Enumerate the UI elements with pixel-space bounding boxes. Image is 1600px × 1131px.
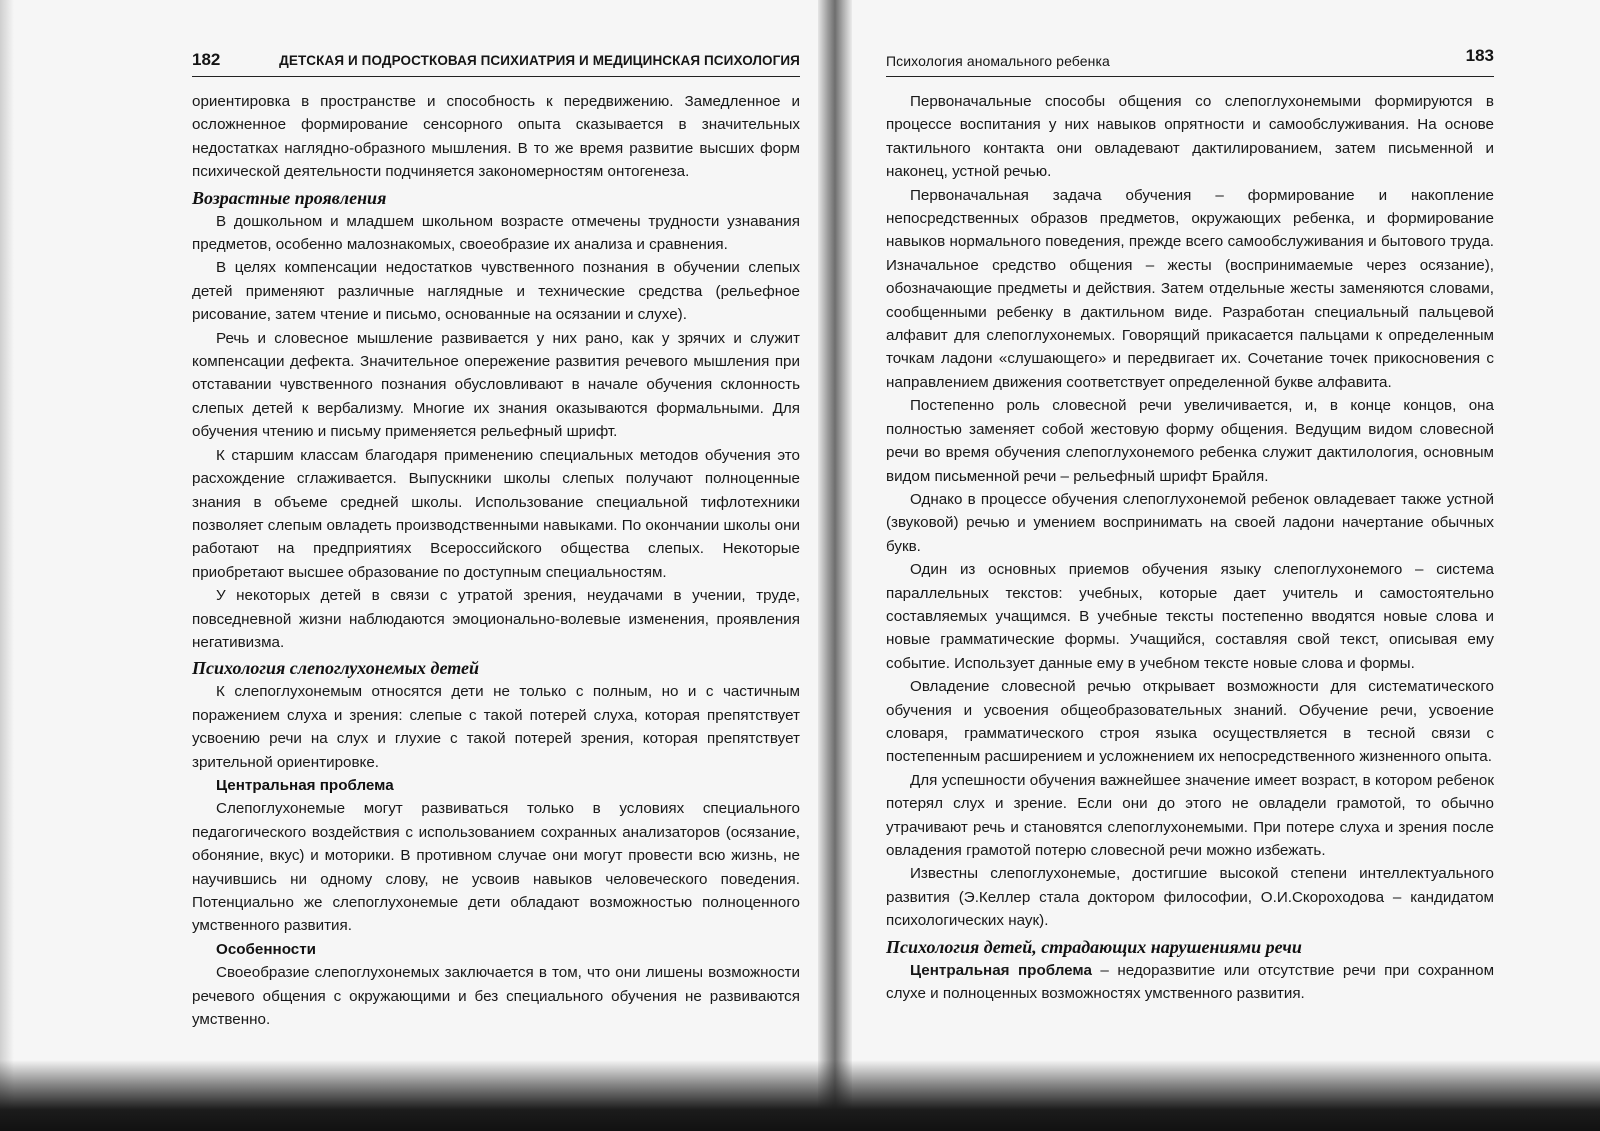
running-head-right [886,48,1494,77]
running-head-title-left: ДЕТСКАЯ И ПОДРОСТКОВАЯ ПСИХИАТРИЯ И МЕДИЦИНСКАЯ ПСИХОЛОГИЯ [279,53,800,68]
text-column-left [192,90,800,1031]
paragraph-rest: – недоразвитие или отсутствие речи при сохранном слухе и полноценных возможностях умственного развития. [886,961,1495,1003]
paragraph: В дошкольном и младшем школьном возрасте отмечены трудности узнавания предметов, особенно малознакомых, своеобразие их анализа и сравнения. [192,212,800,254]
paragraph: Для успешности обучения важнейшее значение имеет возраст, в котором ребенок потерял слух и зрение. Если они до этого не овладели грамотой, то обычно утрачивают речь и становятся слепоглухонемыми. При потере слуха и зрения после овладения грамотой потерю словесной речи можно избежать. [886,771,1494,859]
paragraph: Слепоглухонемые могут развиваться только в условиях специального педагогического воздействия с использованием сохранных анализаторов (осязание, обоняние, вкус) и моторики. В противном случае они могут провести всю жизнь, не научившись ни одному слову, не усвоив навыков человеческого поведения. Потенциально же слепоглухонемые дети обладают возможностью полноценного умственного развития. [192,800,800,935]
subsection-heading: Центральная проблема [216,776,394,794]
bottom-scan-shadow [0,1060,1600,1131]
paragraph [886,959,1494,1006]
section-heading: Психология слепоглухонемых детей [192,658,480,679]
paragraph: Один из основных приемов обучения языку слепоглухонемого – система параллельных текстов: учебных, которые дает учитель и самостоятельно составляемых учащимся. В учебные тексты постепенно вводятся новые слова и новые грамматические формы. Учащийся, составляя свой текст, описывая ему событие. Использует данные ему в учебном тексте новые слова и формы. [886,561,1494,672]
paragraph: Первоначальная задача обучения – формирование и накопление непосредственных образов предметов, окружающих ребенка, и формирование навыков нормального поведения, прежде всего самообслуживания и бытового труда. Изначальное средство общения – жесты (воспринимаемые через осязание), обозначающие предметы и действия. Затем отдельные жесты заменяются словами, сообщенными ребенку в дактильном виде. Разработан специальный пальцевой алфавит для слепоглухонемых. Говорящий прикасается пальцами к определенным точкам ладони «слушающего» и передвигает их. Сочетание точек прикосновения с направлением движения соответствует определенной букве алфавита. [886,186,1494,391]
paragraph: Речь и словесное мышление развивается у них рано, как у зрячих и служит компенсации дефекта. Значительное опережение развития речевого мышления при отставании чувственного познания обусловливают в начале обучения склонность слепых детей к вербализму. Многие их знания оказываются формальными. Для обучения чтению и письму применяется рельефный шрифт. [192,329,800,441]
page-number-left: 182 [192,50,221,69]
paragraph: ориентировка в пространстве и способность к передвижению. Замедленное и осложненное формирование сенсорного опыта сказывается в значительных недостатках наглядно-образного мышления. В то же время развитие высших форм психической деятельности подчиняется закономерностям онтогенеза. [192,93,800,181]
running-head-title-right: Психология аномального ребенка [886,53,1110,69]
lead-term: Центральная проблема [910,961,1092,979]
paragraph: У некоторых детей в связи с утратой зрения, неудачами в учении, труде, повседневной жизни наблюдаются эмоционально-волевые изменения, проявления негативизма. [192,587,800,651]
subsection-heading: Особенности [216,940,317,958]
paragraph: К слепоглухонемым относятся дети не только с полным, но и с частичным поражением слуха и зрения: слепые с такой потерей слуха, которая препятствует усвоению речи на слух и глухие с такой потерей зрения, которая препятствует зрительной ориентировке. [192,683,800,771]
page-edge-shadow [0,0,14,1131]
section-heading: Психология детей, страдающих нарушениями речи [886,936,1302,957]
page-number-right: 183 [1465,46,1494,65]
paragraph: Первоначальные способы общения со слепоглухонемыми формируются в процессе воспитания у них навыков опрятности и самообслуживания. На основе тактильного контакта они овладевают дактилированием, затем письменной и наконец, устной речью. [886,93,1494,181]
text-column-right [886,90,1494,1005]
paragraph: Овладение словесной речью открывает возможности для систематического обучения и усвоения общеобразовательных знаний. Обучение речи, усвоение словаря, грамматического строя языка осуществляется в тесной связи с постепенным расширением и усложнением их непосредственного жизненного опыта. [886,678,1494,766]
paragraph: Постепенно роль словесной речи увеличивается, и, в конце концов, она полностью заменяет собой жестовую форму общения. Ведущим видом словесной речи во время обучения слепоглухонемого ребенка служит дактилология, основным видом письменной речи – рельефный шрифт Брайля. [886,397,1494,485]
paragraph: Известны слепоглухонемые, достигшие высокой степени интеллектуального развития (Э.Келлер стала доктором философии, О.И.Скороходова – кандидатом психологических наук). [886,865,1494,930]
paragraph: В целях компенсации недостатков чувственного познания в обучении слепых детей применяют различные наглядные и технические средства (рельефное рисование, затем чтение и письмо, основанные на осязании и слухе). [192,259,800,324]
paragraph: Однако в процессе обучения слепоглухонемой ребенок овладевает также устной (звуковой) речью и умением воспринимать на своей ладони начертание обычных букв. [886,490,1494,555]
paragraph: Своеобразие слепоглухонемых заключается в том, что они лишены возможности речевого общения с окружающими и без специального обучения не развиваются умственно. [192,964,800,1029]
book-gutter [818,0,852,1131]
paragraph: К старшим классам благодаря применению специальных методов обучения это расхождение сглаживается. Выпускники школы слепых получают полноценные знания в объеме средней школы. Использование специальной тифлотехники позволяет слепым овладеть производственными навыками. По окончании школы они работают на предприятиях Всероссийского общества слепых. Некоторые приобретают высшее образование по доступным специальностям. [192,446,800,581]
running-head-left [192,48,800,77]
section-heading: Возрастные проявления [192,187,387,208]
